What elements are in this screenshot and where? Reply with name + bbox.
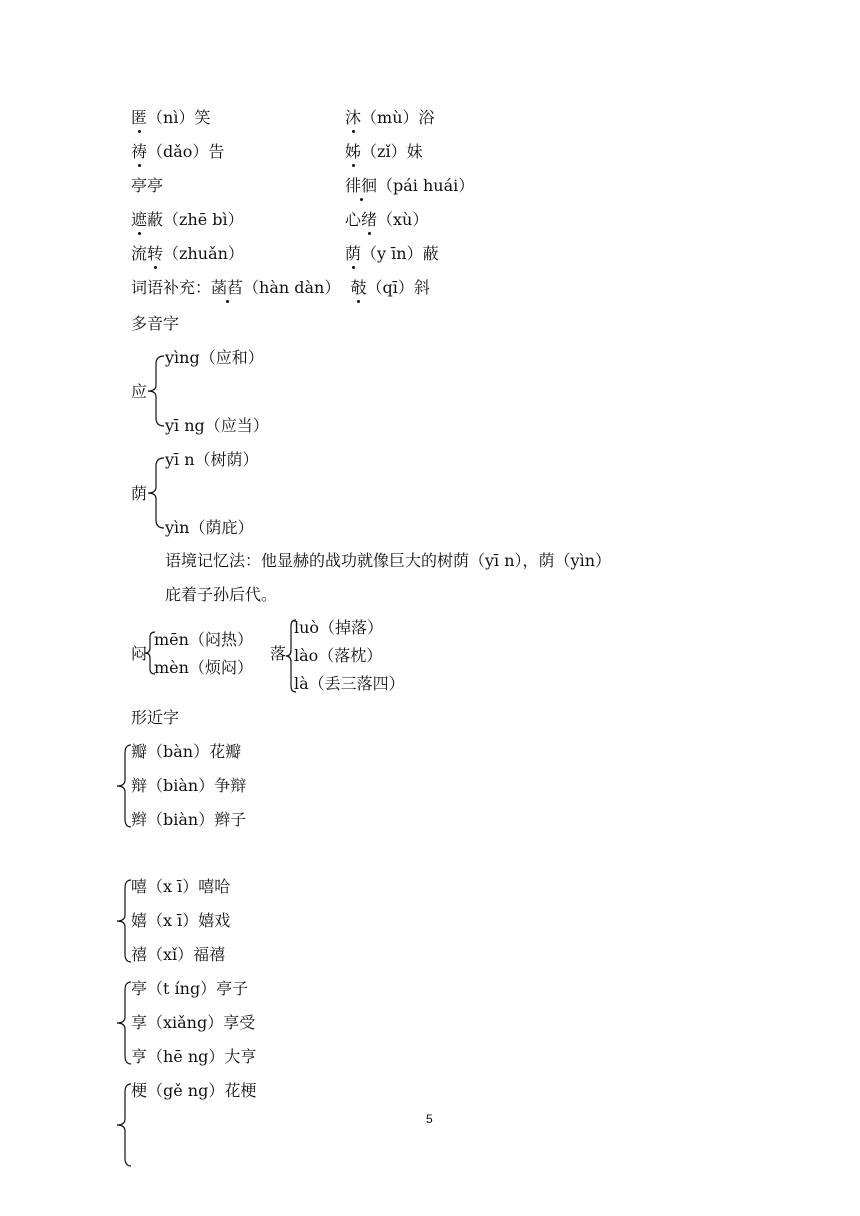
similar-item: 亭（t íng）亭子 [131, 979, 249, 998]
similar-item: 瓣（bàn）花瓣 [131, 742, 242, 761]
brace-icon [146, 456, 166, 530]
vocab-item: 心绪（xù） [345, 210, 429, 229]
polyphonic-char: 闷 [131, 644, 148, 663]
reading: mèn（烦闷） [154, 658, 253, 677]
vocab-item: 流转（zhuǎn） [131, 244, 244, 263]
vocab-item: 姊（zǐ）妹 [345, 142, 423, 161]
section-title-polyphonic: 多音字 [131, 314, 180, 333]
similar-item: 亨（hē ng）大亨 [131, 1047, 257, 1066]
polyphonic-char: 应 [131, 382, 148, 401]
vocab-item: 亭亭 [131, 176, 164, 195]
similar-item: 辫（biàn）辫子 [131, 810, 247, 829]
polyphonic-char: 落 [270, 644, 287, 663]
memory-line: 庇着子孙后代。 [165, 585, 278, 604]
similar-item: 嘻（x ī）嘻哈 [131, 877, 231, 896]
memory-line: 语境记忆法：他显赫的战功就像巨大的树荫（yī n），荫（yìn） [165, 551, 612, 570]
vocab-item: 荫（y īn）蔽 [345, 244, 439, 263]
reading: yìng（应和） [165, 348, 264, 367]
polyphonic-char: 荫 [131, 484, 148, 503]
brace-icon [146, 354, 166, 428]
similar-item: 享（xiǎng）享受 [131, 1013, 256, 1032]
similar-item: 辩（biàn）争辩 [131, 776, 247, 795]
reading: yī ng（应当） [165, 416, 269, 435]
similar-item: 梗（gě ng）花梗 [131, 1081, 257, 1100]
supplement-line: 词语补充：菡萏（hàn dàn） 攲（qī）斜 [131, 278, 430, 297]
vocab-item: 祷（dǎo）告 [131, 142, 225, 161]
reading: luò（掉落） [294, 618, 384, 637]
section-title-similar: 形近字 [131, 708, 180, 727]
vocab-item: 徘徊（pái huái） [345, 176, 475, 195]
reading: yìn（荫庇） [165, 518, 254, 537]
similar-item: 嬉（x ī）嬉戏 [131, 911, 231, 930]
reading: lào（落枕） [294, 646, 383, 665]
reading: mēn（闷热） [154, 630, 253, 649]
vocab-item: 匿（nì）笑 [131, 108, 211, 127]
page-number: 5 [426, 1112, 433, 1126]
reading: yī n（树荫） [165, 450, 259, 469]
reading: là（丢三落四） [294, 674, 405, 693]
vocab-item: 沐（mù）浴 [345, 108, 435, 127]
similar-item: 禧（xǐ）福禧 [131, 945, 226, 964]
vocab-item: 遮蔽（zhē bì） [131, 210, 244, 229]
